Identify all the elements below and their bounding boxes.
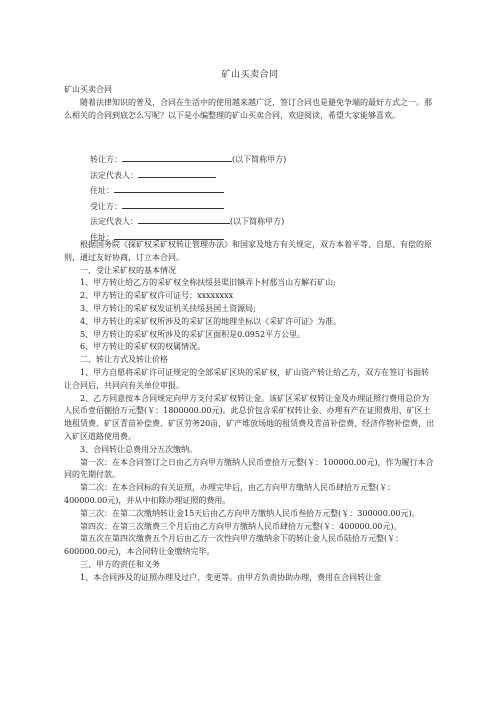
body-paragraph: 3、甲方转让的采矿权发证机关扶绥县国土资源局;: [80, 303, 256, 313]
party-fields: [90, 152, 286, 245]
fill-blank: [138, 168, 216, 178]
body-paragraph: 1、甲方自愿将采矿许可证规定的全部采矿区块的采矿权，矿山资产转让给乙方，双方在签订书面转让合同后，共同向有关单位审报。: [64, 367, 430, 390]
fill-blank: [122, 199, 224, 209]
body-paragraph: 第三次：在第二次缴纳转让金15天后由乙方向甲方缴纳人民币叁拾万元整(￥：300000.00元)。: [80, 508, 420, 518]
field-label: 住址：: [90, 232, 114, 242]
body-paragraph: 6、甲方转让的采矿权的权属情况。: [80, 342, 206, 352]
body-paragraph: 3、合同转让总费用分五次缴纳。: [80, 444, 198, 454]
document-subtitle: 矿山买卖合同: [64, 85, 112, 94]
section-heading: 二、转让方式及转让价格: [80, 355, 168, 365]
field-address-1: [90, 183, 286, 199]
body-paragraph: 第一次：在本合同签订之日由乙方向甲方缴纳人民币壹拾万元整(￥：100000.00元)，作为履行本合同的先期付款。: [64, 457, 434, 480]
fill-blank: [138, 214, 230, 224]
intro-paragraph: 随着法律知识的普及，合同在生活中的使用越来越广泛，签订合同也是避免争端的最好方式之一。那么相关的合同到底怎么写呢？以下是小编整理的矿山买卖合同，欢迎阅读，希望大家能够喜欢。: [64, 98, 432, 120]
body-paragraph: 5、甲方转让的采矿权所涉及的采矿区面积是0.0952平方公里。: [80, 329, 306, 339]
body-paragraph: 根据国务院《探矿权采矿权转让管理办法》和国家及地方有关规定，双方本着平等、自愿、有偿的原则，通过友好协商，订立本合同。: [64, 240, 432, 262]
body-paragraph: 1、甲方转让给乙方的采矿权全称扶绥县渠旧镇弄卜村那当山方解石矿山;: [80, 278, 336, 288]
contract-body: [64, 239, 436, 585]
field-label: 住址：: [90, 186, 114, 195]
field-transferee: [90, 199, 286, 215]
section-heading: 三、甲方的责任和义务: [80, 559, 160, 569]
body-paragraph: 4、甲方转让的采矿权所涉及的采矿区的地理坐标以《采矿许可证》为准。: [80, 316, 342, 326]
body-paragraph: 2、乙方同意按本合同规定向甲方支付采矿权转让金。该矿区采矿权转让金及办理证照行费用总价为人民币壹佰捌拾万元整(￥：1800000.00元)。此总价包含采矿权转让金、办理有产在证照费用、矿区土地租赁费、矿区青苗补偿费、矿区劳务20亩，矿产堆放场地的租赁费及青苗补偿费、经济作物补偿费，出入矿区道路使用费。: [64, 393, 435, 441]
fill-blank: [114, 183, 224, 193]
fill-blank: [114, 230, 224, 240]
body-paragraph: 第四次：在第三次缴费三个月后由乙方向甲方缴纳人民币肆拾万元整(￥：400000.00元)。: [80, 521, 402, 531]
field-label: 法定代表人：: [90, 217, 138, 226]
body-paragraph: 第二次：在本合同标的有关证照，办理完毕后，由乙方向甲方缴纳人民币肆拾万元整(￥：400000.00元)，并从中扣除办理证照的费用。: [64, 483, 396, 505]
field-label: 受让方：: [90, 201, 122, 211]
field-transferor: [90, 152, 286, 168]
body-paragraph: 2、甲方转让的采矿权许可证号：xxxxxxxx: [80, 291, 234, 301]
field-legal-rep-2: [90, 214, 286, 230]
body-paragraph: 1、本合同涉及的证照办理及过户、变更等。由甲方负责协助办理，费用在合同转让金: [80, 572, 382, 582]
field-label: 法定代表人：: [90, 170, 138, 180]
body-paragraph: 第五次在第四次缴费五个月后由乙方一次性向甲方缴纳余下的转让金人民币陆拾万元整(￥：600000.00元)，本合同转让金缴纳完毕。: [64, 534, 404, 557]
field-legal-rep-1: [90, 168, 286, 184]
fill-blank: [122, 152, 232, 162]
field-label: 转让方：: [90, 155, 122, 164]
field-suffix: (以下简称甲方): [232, 155, 287, 164]
field-suffix: (以下简称甲方): [230, 217, 285, 226]
document-title: 矿山买卖合同: [221, 70, 279, 80]
section-heading: 一、受让采矿权的基本情况: [80, 265, 176, 275]
